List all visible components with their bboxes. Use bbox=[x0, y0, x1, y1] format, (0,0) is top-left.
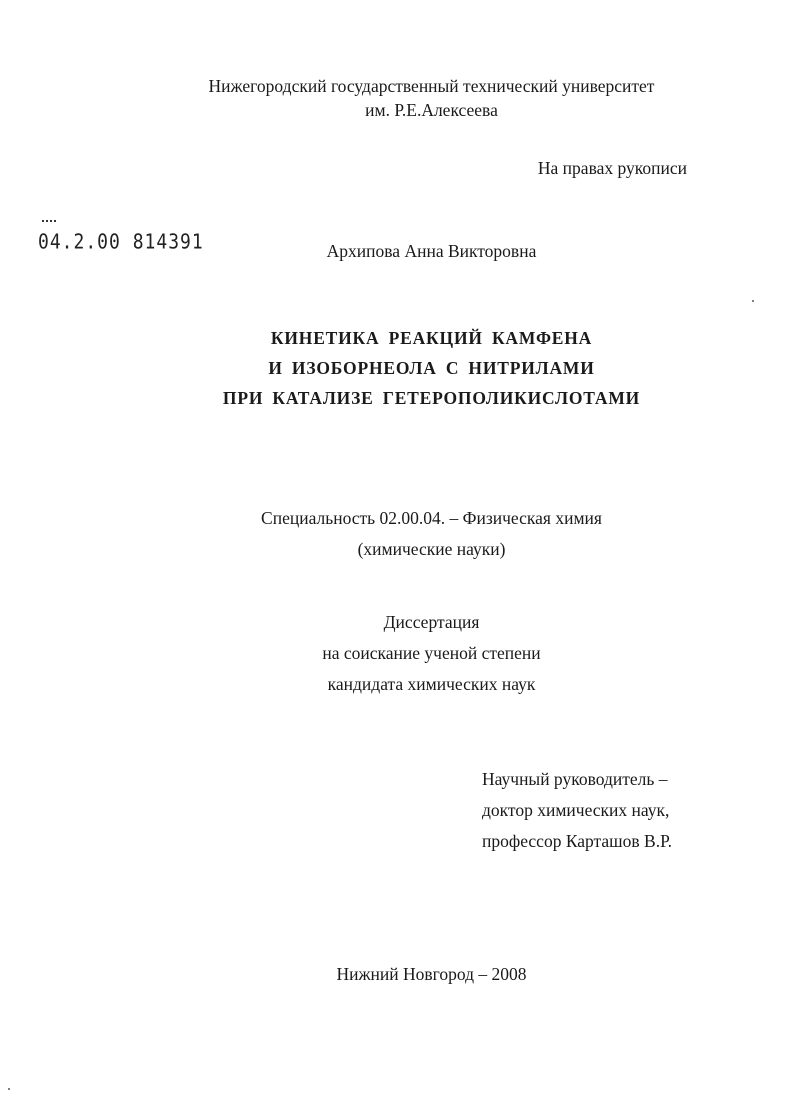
institution-block bbox=[0, 74, 793, 122]
title-line-3: ПРИ КАТАЛИЗЕ ГЕТЕРОПОЛИКИСЛОТАМИ bbox=[222, 388, 641, 408]
scan-speck bbox=[8, 1088, 10, 1090]
place-and-year: Нижний Новгород – 2008 bbox=[336, 964, 527, 984]
specialty-code: Специальность 02.00.04. – Физическая химия bbox=[261, 508, 602, 528]
specialty-field: (химические науки) bbox=[357, 539, 506, 559]
author-name: Архипова Анна Викторовна bbox=[326, 241, 537, 261]
advisor-name: профессор Карташов В.Р. bbox=[482, 831, 673, 851]
degree-purpose: на соискание ученой степени bbox=[322, 643, 541, 663]
stamp-mark bbox=[42, 220, 56, 225]
advisor-degree: доктор химических наук, bbox=[482, 800, 670, 820]
degree-name: кандидата химических наук bbox=[327, 674, 536, 694]
dissertation-title bbox=[0, 323, 793, 413]
archive-stamp-number: 04.2.00 814391 bbox=[38, 230, 204, 255]
advisor-block bbox=[482, 764, 672, 857]
institution-name: Нижегородский государственный технический университет bbox=[208, 76, 655, 96]
scan-speck bbox=[752, 300, 754, 302]
dissertation-label: Диссертация bbox=[383, 612, 480, 632]
advisor-role: Научный руководитель – bbox=[482, 769, 668, 789]
rights-notice: На правах рукописи bbox=[537, 158, 687, 178]
title-line-1: КИНЕТИКА РЕАКЦИЙ КАМФЕНА bbox=[270, 328, 593, 348]
institution-named-after: им. Р.Е.Алексеева bbox=[365, 100, 498, 120]
specialty-block bbox=[0, 503, 793, 565]
title-line-2: И ИЗОБОРНЕОЛА С НИТРИЛАМИ bbox=[268, 358, 595, 378]
dissertation-block bbox=[0, 607, 793, 700]
